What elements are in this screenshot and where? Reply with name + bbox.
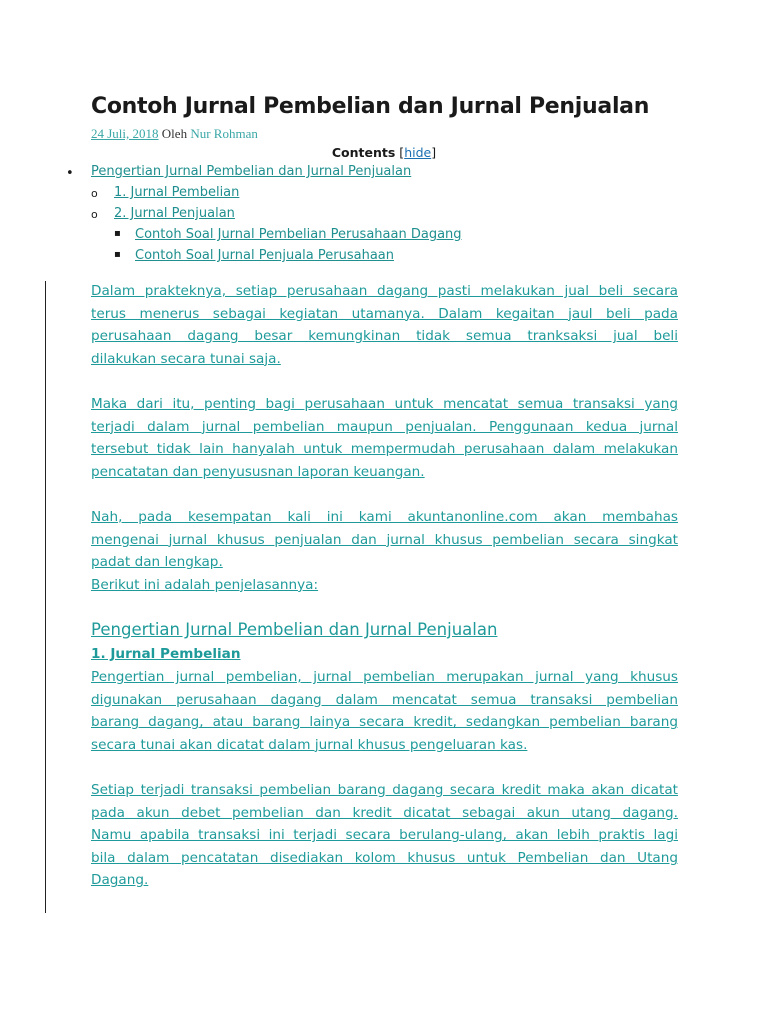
paragraph-line: Namu apabila transaksi ini terjadi secara berulang-ulang, akan lebih praktis lagi	[91, 827, 678, 844]
section-heading: Pengertian Jurnal Pembelian dan Jurnal Penjualan	[91, 620, 498, 639]
toc-bullet-square: ▪	[114, 228, 121, 239]
paragraph-line: Pengertian jurnal pembelian, jurnal pembelian merupakan jurnal yang khusus	[91, 669, 678, 685]
paragraph-line: tersebut tidak lain hanyalah untuk mempermudah perusahaan dalam melakukan	[91, 441, 678, 458]
paragraph-recording	[91, 779, 678, 892]
toc-bullet-dot: •	[66, 166, 74, 181]
paragraph-line: mengenai jurnal khusus penjualan dan jurnal khusus pembelian secara singkat	[91, 531, 678, 548]
toc-close-bracket: ]	[431, 145, 437, 160]
paragraph-intro	[91, 280, 678, 370]
toc-item-contoh-soal-pembelian[interactable]: Contoh Soal Jurnal Pembelian Perusahaan Dagang	[135, 227, 462, 242]
paragraph-line: dilakukan secara tunai saja.	[91, 350, 281, 367]
paragraph-line: Dalam prakteknya, setiap perusahaan dagang pasti melakukan jual beli secara	[91, 283, 678, 299]
paragraph-line: Dagang.	[91, 872, 149, 889]
toc-bullet-square: ▪	[114, 249, 121, 260]
paragraph-line: Nah, pada kesempatan kali ini kami akuntanonline.com akan membahas	[91, 509, 678, 525]
toc-title: Contents	[331, 145, 396, 160]
article-date-link[interactable]: 24 Juli, 2018	[91, 126, 159, 141]
paragraph-importance	[91, 393, 678, 483]
article-title: Contoh Jurnal Pembelian dan Jurnal Penjualan	[91, 94, 650, 119]
left-margin-line	[45, 281, 46, 913]
toc-item-pengertian[interactable]: Pengertian Jurnal Pembelian dan Jurnal Penjualan	[91, 164, 412, 179]
author-link[interactable]: Nur Rohman	[190, 126, 258, 141]
paragraph-line: bila dalam pencatatan disediakan kolom khusus untuk Pembelian dan Utang	[91, 849, 678, 866]
toc-item-jurnal-pembelian[interactable]: 1. Jurnal Pembelian	[114, 185, 240, 200]
paragraph-line: digunakan perusahaan dagang dalam mencatat semua transaksi pembelian	[91, 691, 678, 708]
paragraph-line: terjadi dalam jurnal pembelian maupun penjualan. Penggunaan kedua jurnal	[91, 418, 678, 435]
by-label: Oleh	[161, 126, 188, 141]
paragraph-line: Maka dari itu, penting bagi perusahaan untuk mencatat semua transaksi yang	[91, 396, 678, 412]
paragraph-line: secara tunai akan dicatat dalam jurnal khusus pengeluaran kas.	[91, 736, 528, 753]
toc-bullet-circle: o	[91, 208, 98, 221]
paragraph-line: Setiap terjadi transaksi pembelian barang dagang secara kredit maka akan dicatat	[91, 782, 678, 798]
paragraph-line: pada akun debet pembelian dan kredit dicatat sebagai akun utang dagang.	[91, 804, 678, 821]
paragraph-line: Berikut ini adalah penjelasannya:	[91, 576, 319, 593]
paragraph-line: barang dagang, atau barang lainya secara kredit, sedangkan pembelian barang	[91, 714, 678, 731]
toc-item-jurnal-penjualan[interactable]: 2. Jurnal Penjualan	[114, 206, 235, 221]
toc-hide-link[interactable]: hide	[404, 145, 432, 160]
toc-item-contoh-soal-penjualan[interactable]: Contoh Soal Jurnal Penjuala Perusahaan	[135, 248, 394, 263]
paragraph-definition	[91, 666, 678, 756]
toc-header	[0, 145, 768, 160]
toc-bullet-circle: o	[91, 187, 98, 200]
paragraph-overview	[91, 506, 678, 596]
subheading-jurnal-pembelian: 1. Jurnal Pembelian	[91, 646, 241, 662]
article-meta	[91, 126, 258, 142]
paragraph-line: perusahaan dagang besar kemungkinan tidak semua tranksaksi jual beli	[91, 328, 678, 345]
paragraph-line: terus menerus sebagai kegiatan utamanya. Dalam kegaitan jaul beli pada	[91, 305, 678, 322]
paragraph-line: padat dan lengkap.	[91, 554, 223, 571]
toc-open-bracket: [	[399, 145, 405, 160]
paragraph-line: pencatatan dan penyususnan laporan keuangan.	[91, 463, 425, 480]
